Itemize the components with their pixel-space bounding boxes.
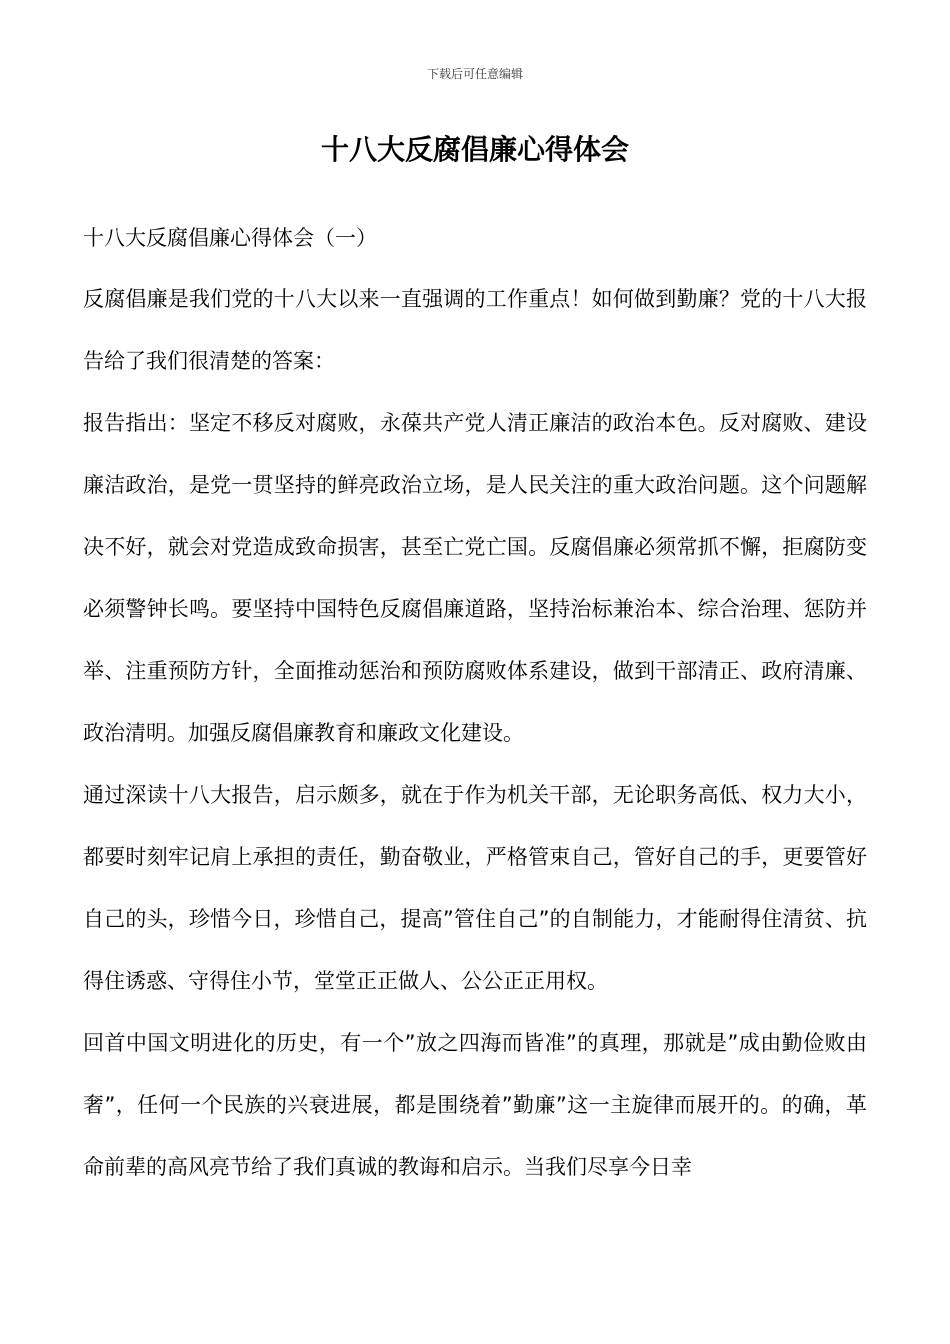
paragraph-4: 回首中国文明进化的历史，有一个”放之四海而皆准”的真理，那就是”成由勤俭败由奢”，任何一个民族的兴衰进展，都是围绕着”勤廉”这一主旋律而展开的。的确，革命前辈的高风亮节给了我们真诚的教诲和启示。当我们尽享今日幸 (83, 1031, 867, 1179)
document-title: 十八大反腐倡廉心得体会 (320, 133, 629, 166)
paragraph-3: 通过深读十八大报告，启示颇多，就在于作为机关干部，无论职务高低、权力大小，都要时刻牢记肩上承担的责任，勤奋敬业，严格管束自己，管好自己的手，更要管好自己的头，珍惜今日，珍惜自己，提高”管住自己”的自制能力，才能耐得住清贫、抗得住诱惑、守得住小节，堂堂正正做人、公公正正用权。 (83, 783, 867, 993)
paragraph-1: 反腐倡廉是我们党的十八大以来一直强调的工作重点！如何做到勤廉？党的十八大报告给了我们很清楚的答案： (83, 287, 867, 373)
section-subtitle: 十八大反腐倡廉心得体会（一） (83, 226, 377, 250)
header-note: 下载后可任意编辑 (426, 67, 523, 81)
paragraph-2: 报告指出：坚定不移反对腐败，永葆共产党人清正廉洁的政治本色。反对腐败、建设廉洁政治，是党一贯坚持的鲜亮政治立场，是人民关注的重大政治问题。这个问题解决不好，就会对党造成致命损害，甚至亡党亡国。反腐倡廉必须常抓不懈，拒腐防变必须警钟长鸣。要坚持中国特色反腐倡廉道路，坚持治标兼治本、综合治理、惩防并举、注重预防方针，全面推动惩治和预防腐败体系建设，做到干部清正、政府清廉、政治清明。加强反腐倡廉教育和廉政文化建设。 (83, 411, 867, 745)
document-body (83, 216, 867, 1198)
